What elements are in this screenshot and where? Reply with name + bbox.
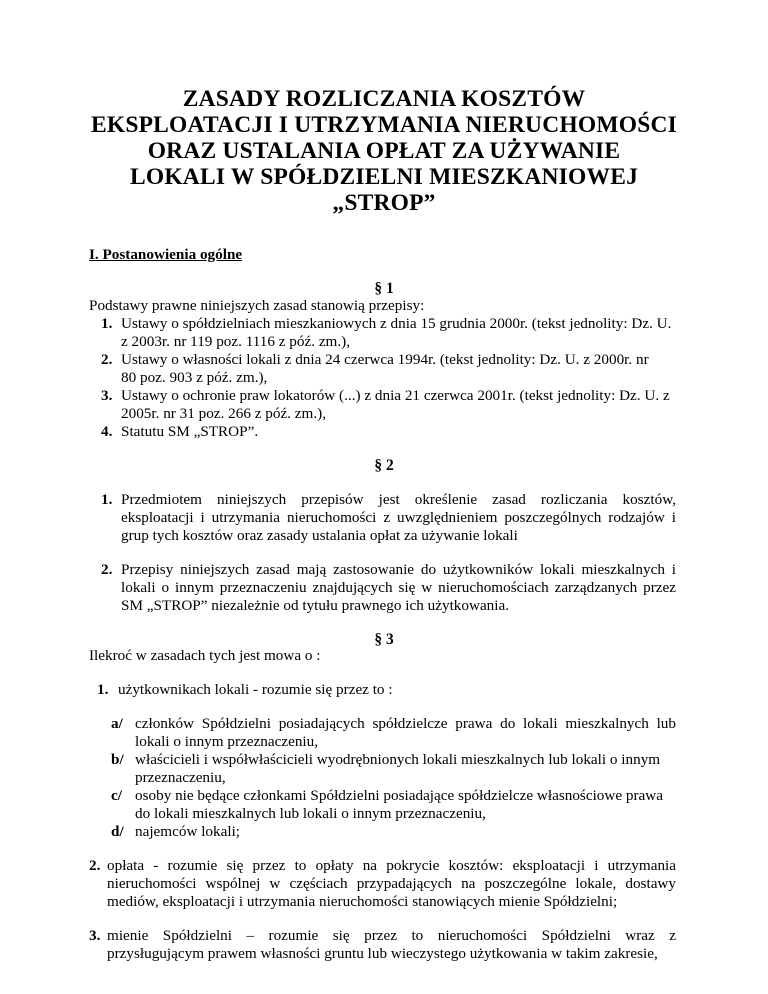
p2-item-1-line-3: grup tych kosztów oraz zasady ustalania opłat za używanie lokali xyxy=(121,527,518,544)
paragraph-mark-1: § 1 xyxy=(374,280,394,297)
title-line-1: ZASADY ROZLICZANIA KOSZTÓW xyxy=(182,86,586,112)
document-title xyxy=(60,86,708,216)
p1-intro: Podstawy prawne niniejszych zasad stanowią przepisy: xyxy=(89,297,425,314)
p1-item-1-number: 1. xyxy=(101,315,113,332)
paragraph-mark-2: § 2 xyxy=(374,457,394,474)
p3-item-2-number: 2. xyxy=(89,857,101,874)
p3-subitem-a-line-1: członków Spółdzielni posiadających spółdzielcze prawa do lokali mieszkalnych lub xyxy=(135,715,676,732)
p3-item-2-line-1: opłata - rozumie się przez to opłaty na pokrycie kosztów: eksploatacji i utrzymania xyxy=(107,857,676,874)
p2-item-1-number: 1. xyxy=(101,491,113,508)
title-line-2: EKSPLOATACJI I UTRZYMANIA NIERUCHOMOŚCI xyxy=(90,112,677,138)
p3-subitem-c-number: c/ xyxy=(111,787,122,804)
p3-subitem-d-line-1: najemców lokali; xyxy=(135,823,241,840)
p1-item-2-line-1: Ustawy o własności lokali z dnia 24 czerwca 1994r. (tekst jednolity: Dz. U. z 2000r. nr xyxy=(121,351,649,368)
p2-item-2-line-2: lokali o innym przeznaczeniu znajdujących się w nieruchomościach zarządzanych przez xyxy=(121,579,676,596)
p3-item-2-line-2: nieruchomości wspólnej w częściach przypadających na poszczególne lokale, dostawy xyxy=(107,875,676,892)
p3-item-1-text: użytkownikach lokali - rozumie się przez to : xyxy=(118,681,393,698)
p1-item-4-number: 4. xyxy=(101,423,113,440)
p3-subitem-b-line-2: przeznaczeniu, xyxy=(135,769,226,786)
p1-item-2-line-2: 80 poz. 903 z póź. zm.), xyxy=(121,369,268,386)
p3-item-3-line-2: przysługującym prawem własności gruntu lub wieczystego użytkowania w takim zakresie, xyxy=(107,945,658,962)
p3-subitem-c-line-2: do lokali mieszkalnych lub lokali o innym przeznaczeniu, xyxy=(135,805,486,822)
p2-item-1-line-1: Przedmiotem niniejszych przepisów jest określenie zasad rozliczania kosztów, xyxy=(121,491,676,508)
p3-subitem-d-number: d/ xyxy=(111,823,124,840)
p3-subitem-b-number: b/ xyxy=(111,751,124,768)
paragraph-mark-3: § 3 xyxy=(374,631,394,648)
p3-item-3-number: 3. xyxy=(89,927,101,944)
p3-item-2-line-3: mediów, eksploatacji i utrzymania nieruchomości stanowiących mienie Spółdzielni; xyxy=(107,893,618,910)
p3-intro: Ilekroć w zasadach tych jest mowa o : xyxy=(89,647,321,664)
p1-item-3-number: 3. xyxy=(101,387,113,404)
p1-item-1-line-1: Ustawy o spółdzielniach mieszkaniowych z dnia 15 grudnia 2000r. (tekst jednolity: Dz. U. xyxy=(121,315,672,332)
p3-subitem-a-number: a/ xyxy=(111,715,123,732)
p2-item-1-line-2: eksploatacji i utrzymania nieruchomości z uwzględnieniem poszczególnych rodzajów i xyxy=(121,509,676,526)
p1-item-2-number: 2. xyxy=(101,351,113,368)
title-line-3: ORAZ USTALANIA OPŁAT ZA UŻYWANIE xyxy=(147,138,621,164)
section-header: I. Postanowienia ogólne xyxy=(89,246,243,263)
p1-item-1-line-2: z 2003r. nr 119 poz. 1116 z póź. zm.), xyxy=(121,333,351,350)
title-line-5: „STROP” xyxy=(332,190,436,216)
p1-item-4-line-1: Statutu SM „STROP”. xyxy=(121,423,259,440)
p1-item-3-line-2: 2005r. nr 31 poz. 266 z póź. zm.), xyxy=(121,405,326,422)
p3-item-3-line-1: mienie Spółdzielni – rozumie się przez to nieruchomości Spółdzielni wraz z xyxy=(107,927,676,944)
p2-item-2-line-3: SM „STROP” niezależnie od tytułu prawnego ich użytkowania. xyxy=(121,597,510,614)
p3-subitem-b-line-1: właścicieli i współwłaścicieli wyodrębnionych lokali mieszkalnych lub lokali o innym xyxy=(135,751,661,768)
p2-item-2-line-1: Przepisy niniejszych zasad mają zastosowanie do użytkowników lokali mieszkalnych i xyxy=(121,561,676,578)
p3-subitem-a-line-2: lokali o innym przeznaczeniu, xyxy=(135,733,319,750)
p1-item-3-line-1: Ustawy o ochronie praw lokatorów (...) z dnia 21 czerwca 2001r. (tekst jednolity: Dz. U. z xyxy=(121,387,670,404)
p2-item-2-number: 2. xyxy=(101,561,113,578)
p3-item-1-number: 1. xyxy=(97,681,109,698)
title-line-4: LOKALI W SPÓŁDZIELNI MIESZKANIOWEJ xyxy=(129,164,639,190)
p3-subitem-c-line-1: osoby nie będące członkami Spółdzielni posiadające spółdzielcze własnościowe prawa xyxy=(135,787,663,804)
